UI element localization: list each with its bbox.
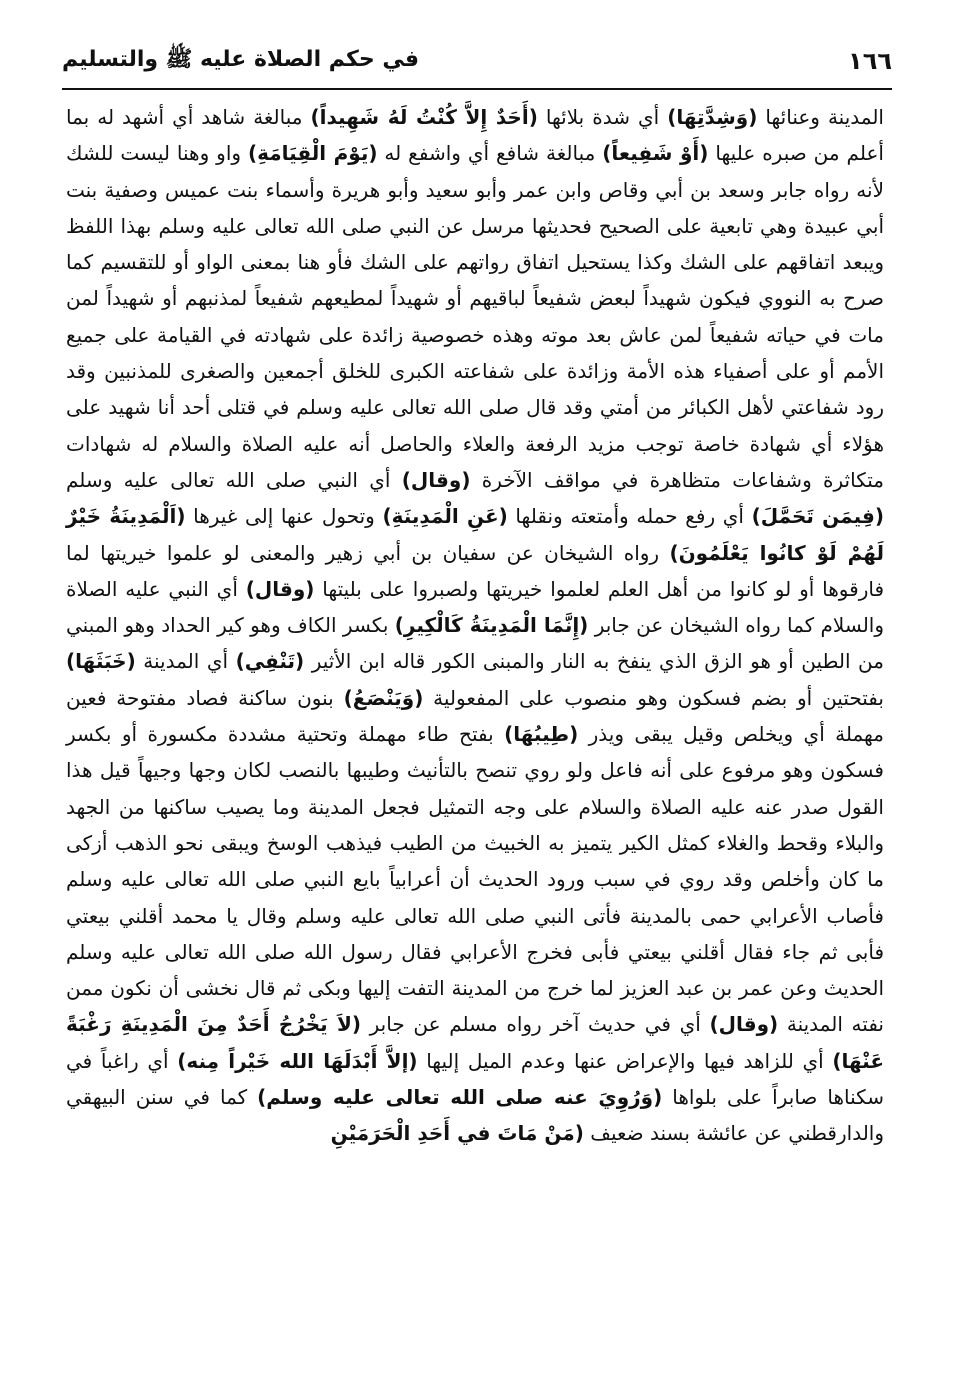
commentary-text: رواه الشيخان عن سفيان بن أبي زهير والمعنى لو علموا خيريتها لما فارقوها أو لو كانوا من أهل العلم لعلموا خيريتها ولصبروا على بليتها: [66, 540, 884, 601]
quoted-hadith-text: (وقال): [245, 576, 315, 601]
quoted-hadith-text: (خَبَثَهَا): [66, 649, 136, 674]
commentary-text: واو وهنا ليست للشك لأنه رواه جابر وسعد بن أبي وقاص وابن عمر وأبو سعيد وأبو هريرة وأسماء بنت عميس وصفية بنت أبي عبيدة وهي تابعية على الصحيح فحديثها مرسل عن النبي صلى الله تعالى عليه وسلم بهذا اللفظ ويبعد اتفاقهم على الشك وكذا يستحيل اتفاق رواتهم على الشك فأو هنا بمعنى الواو أو للتقسيم كما صرح به النووي فيكون شهيداً لبعض شفيعاً لباقيهم أو شهيداً لمطيعهم شفيعاً لمذنبهم أو شهيداً لمن مات في حياته شفيعاً لمن عاش بعد موته وهذه خصوصية زائدة على شهادته في القيامة على جميع الأمم أو على أصفياء هذه الأمة وزائدة على شفاعته الكبرى للخلق أجمعين والصغرى للمذنبين وقد رود شفاعتي لأهل الكبائر من أمتي وقد قال صلى الله تعالى عليه وسلم في قتلى أحد أنا شهيد على هؤلاء أي شهادة خاصة توجب مزيد الرفعة والعلاء والحاصل أنه عليه الصلاة والسلام له شهادات متكاثرة وشفاعات متظاهرة في مواقف الآخرة: [66, 141, 885, 492]
quoted-hadith-text: (إِنَّمَا الْمَدِينَةُ كَالْكِيرِ): [394, 613, 589, 638]
body-paragraph: [66, 99, 884, 1152]
commentary-text: مبالغة شافع أي واشفع له: [377, 141, 603, 166]
quoted-hadith-text: (أَحَدٌ إِلاَّ كُنْتُ لَهُ شَهِيداً): [310, 105, 538, 129]
commentary-text: أي راغباً في سكناها صابراً على بلواها: [66, 1048, 884, 1110]
commentary-text: وتحول عنها إلى غيرها: [185, 504, 383, 529]
body-text: [66, 99, 884, 1152]
commentary-text: المدينة وعنائها: [757, 105, 884, 129]
quoted-hadith-text: (وَيَنْصَعُ): [343, 685, 424, 710]
quoted-hadith-text: (وَرُوِيَ عنه صلى الله تعالى عليه وسلم): [257, 1085, 663, 1110]
commentary-text: أي للزاهد فيها والإعراض عنها وعدم الميل إليها: [417, 1048, 833, 1073]
commentary-text: أي المدينة: [135, 649, 236, 674]
quoted-hadith-text: (فِيمَن تَحَمَّلَ): [751, 504, 884, 529]
page-header: [62, 36, 892, 86]
quoted-hadith-text: (إلاَّ أَبْدَلَهَا الله خَيْراً مِنه): [177, 1048, 418, 1073]
commentary-text: أي في حديث آخر رواه مسلم عن جابر: [360, 1012, 710, 1037]
commentary-text: بنون ساكنة فصاد مفتوحة فعين مهملة أي ويخلص وقيل يبقى ويذر: [66, 685, 884, 747]
quoted-hadith-text: (أَوْ شَفِيعاً): [602, 141, 709, 166]
commentary-text: بكسر الكاف وهو كير الحداد وهو المبني من الطين أو هو الزق الذي ينفخ به النار والمبنى الكور قاله ابن الأثير: [66, 613, 884, 674]
quoted-hadith-text: (وَشِدَّتِهَا): [667, 105, 758, 129]
quoted-hadith-text: (مَنْ مَاتَ في أَحَدِ الْحَرَمَيْنِ: [330, 1121, 584, 1146]
quoted-hadith-text: (طِيبُهَا): [504, 722, 579, 747]
quoted-hadith-text: (تَنْفِي): [235, 649, 305, 674]
commentary-text: بفتحتين أو بضم فسكون وهو منصوب على المفعولية: [423, 685, 884, 710]
commentary-text: بفتح طاء مهملة وتحتية مشددة مكسورة أو بكسر فسكون وهو مرفوع على أنه فاعل ولو روي تنصح بالتأنيث وطيبها بالنصب لكان وجها وجيهاً قيل هذا القول صدر عنه عليه الصلاة والسلام على وجه التمثيل فجعل المدينة وما يصيب ساكنها من الجهد والبلاء وقحط والغلاء كمثل الكير يتميز به الخبيث من الطيب فيذهب الوسخ ويبقى نحو الذهب أزكى ما كان وأخلص وقد روي في سبب ورود الحديث أن أعرابياً بايع النبي صلى الله تعالى عليه وسلم فأصاب الأعرابي حمى بالمدينة فأتى النبي صلى الله تعالى عليه وسلم وقال يا محمد أقلني بيعتي فأبى ثم جاء فقال أقلني بيعتي فأبى فخرج الأعرابي فقال رسول الله صلى الله تعالى عليه وسلم الحديث وعن عمر بن عبد العزيز لما خرج من المدينة التفت إليها وبكى ثم قال نخشى أن نكون ممن نفته المدينة: [66, 722, 884, 1037]
page-number: ١٦٦: [848, 47, 892, 75]
quoted-hadith-text: (وقال): [401, 467, 471, 492]
commentary-text: أي شدة بلائها: [537, 105, 668, 129]
commentary-text: كما في سنن البيهقي والدارقطني عن عائشة بسند ضعيف: [66, 1085, 884, 1146]
quoted-hadith-text: (اَلْمَدِينَةُ خَيْرٌ لَهُمْ لَوْ كانُوا يَعْلَمُونَ): [66, 504, 885, 565]
commentary-text: أي النبي صلى الله تعالى عليه وسلم: [66, 467, 402, 492]
quoted-hadith-text: (يَوْمَ الْقِيَامَةِ): [248, 141, 378, 166]
quoted-hadith-text: (لاَ يَخْرُجُ أَحَدٌ مِنَ الْمَدِينَةِ رَغْبَةً عَنْهَا): [66, 1012, 884, 1073]
quoted-hadith-text: (عَنِ الْمَدِينَةِ): [382, 504, 508, 529]
commentary-text: أي النبي عليه الصلاة والسلام كما رواه الشيخان عن جابر: [66, 576, 885, 638]
commentary-text: أي رفع حمله وأمتعته ونقلها: [507, 504, 752, 529]
commentary-text: مبالغة شاهد أي أشهد له بما أعلم من صبره عليها: [66, 105, 884, 166]
quoted-hadith-text: (وقال): [709, 1012, 779, 1037]
running-header-title: في حكم الصلاة عليه ﷺ والتسليم: [62, 47, 419, 72]
header-rule: [62, 88, 892, 90]
